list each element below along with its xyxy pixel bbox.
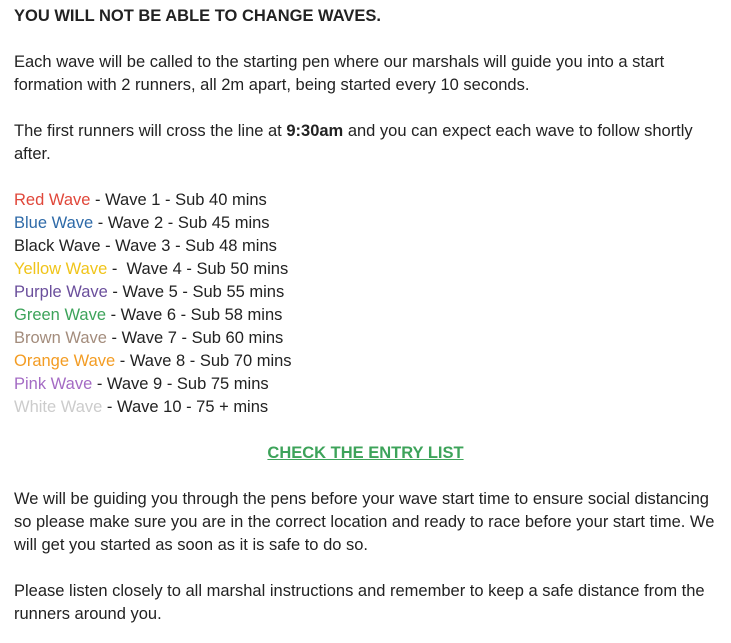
wave-details: - Wave 3 - Sub 48 mins: [100, 237, 277, 255]
warning-heading: YOU WILL NOT BE ABLE TO CHANGE WAVES.: [14, 7, 381, 25]
wave-details: - Wave 8 - Sub 70 mins: [115, 352, 292, 370]
wave-row: [14, 189, 717, 212]
entry-list-container: [14, 442, 717, 465]
wave-name: Purple Wave: [14, 283, 108, 301]
wave-details: - Wave 10 - 75 + mins: [102, 398, 269, 416]
first-runners-follow-text: and you can expect each wave to follow shortly after.: [14, 122, 693, 163]
wave-row: [14, 350, 717, 373]
wave-row: [14, 281, 717, 304]
wave-details: - Wave 2 - Sub 45 mins: [93, 214, 270, 232]
wave-name: Orange Wave: [14, 352, 116, 370]
first-runners-paragraph: [14, 120, 717, 166]
start-time: 9:30am: [286, 122, 344, 140]
first-runners-text: The first runners will cross the line at: [14, 122, 287, 140]
wave-name: Black Wave: [14, 237, 101, 255]
guiding-paragraph: We will be guiding you through the pens before your wave start time to ensure social distancing so please make sure you are in the correct location and ready to race before your start time. We will get you started as soon as it is safe to do so.: [14, 490, 715, 554]
wave-details: - Wave 9 - Sub 75 mins: [92, 375, 269, 393]
wave-list: [14, 189, 717, 419]
wave-details: - Wave 4 - Sub 50 mins: [107, 260, 289, 278]
wave-details: - Wave 5 - Sub 55 mins: [107, 283, 285, 301]
wave-name: Pink Wave: [14, 375, 93, 393]
wave-name: White Wave: [14, 398, 103, 416]
formation-paragraph: Each wave will be called to the starting pen where our marshals will guide you into a start formation with 2 runners, all 2m apart, being started every 10 seconds.: [14, 53, 665, 94]
wave-row: [14, 258, 717, 281]
wave-name: Blue Wave: [14, 214, 94, 232]
wave-row: [14, 327, 717, 350]
wave-name: Red Wave: [14, 191, 91, 209]
wave-row: [14, 235, 717, 258]
wave-details: - Wave 7 - Sub 60 mins: [106, 329, 284, 347]
wave-details: - Wave 1 - Sub 40 mins: [90, 191, 267, 209]
wave-name: Green Wave: [14, 306, 107, 324]
check-entry-list-link[interactable]: CHECK THE ENTRY LIST: [267, 444, 464, 462]
wave-row: [14, 396, 717, 419]
wave-name: Yellow Wave: [14, 260, 108, 278]
wave-details: - Wave 6 - Sub 58 mins: [106, 306, 283, 324]
listen-paragraph: Please listen closely to all marshal instructions and remember to keep a safe distance from the runners around you.: [14, 582, 705, 623]
wave-name: Brown Wave: [14, 329, 107, 347]
wave-row: [14, 373, 717, 396]
wave-row: [14, 304, 717, 327]
wave-row: [14, 212, 717, 235]
